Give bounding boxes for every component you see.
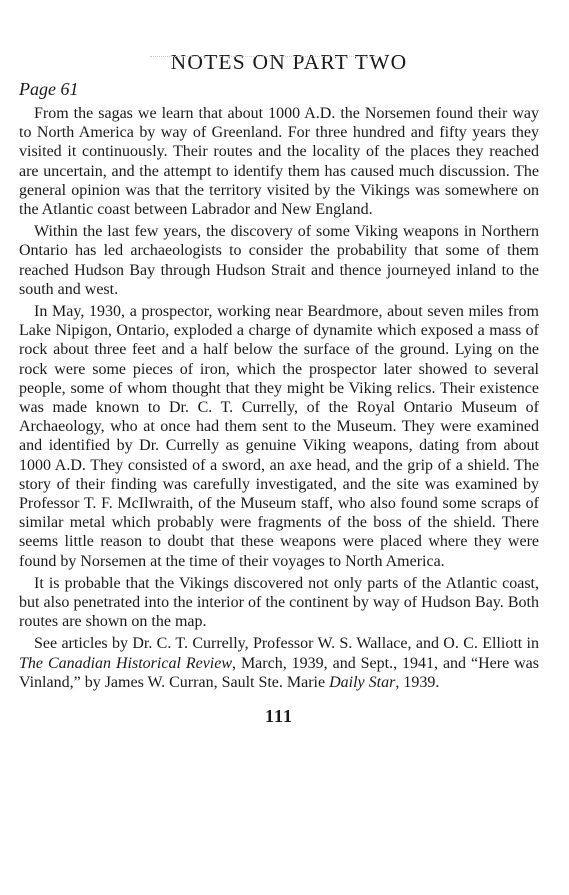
paragraph-norsemen: From the sagas we learn that about 1000 A.D. the Norsemen found their way to North America by way of Greenland. For three hundred and fifty years they visited it continuously. Their routes and the locality of the places they reached are uncertain, and the attempt to identify them has caused much discussion. The general opinion was that the territory visited by the Vikings was somewhere on the Atlantic coast between Labrador and New England.: [19, 105, 539, 219]
page-number: 111: [264, 706, 293, 727]
paragraph-beardmore: In May, 1930, a prospector, working near Beardmore, about seven miles from Lake Nipigon, Ontario, exploded a charge of dynamite which exposed a mass of rock about three feet and a half below the surface of the ground. Lying on the rock were some pieces of iron, which the prospector later showed to several people, some of whom thought that they might be Viking relics. Their existence was made known to Dr. C. T. Currelly, of the Royal Ontario Museum of Archaeology, who at once had them sent to the Museum. They were examined and identified by Dr. Currelly as genuine Viking weapons, dating from about 1000 A.D. They consisted of a sword, an axe head, and the grip of a shield. The story of their finding was carefully investigated, and the site was examined by Professor T. F. McIlwraith, of the Museum staff, who also found some scraps of similar metal which probably were fragments of the boss of the shield. There seems little reason to doubt that these weapons were placed where they were found by Norsemen at the time of their voyages to North America.: [19, 303, 539, 570]
journal-title: The Canadian Historical Review: [19, 654, 233, 672]
references-end: , 1939.: [395, 673, 440, 691]
newspaper-title: Daily Star: [329, 673, 396, 691]
top-edge-divider: [150, 50, 380, 57]
paragraph-routes: It is probable that the Vikings discovered not only parts of the Atlantic coast, but also penetrated into the interior of the continent by way of Hudson Bay. Both routes are shown on the map.: [19, 574, 539, 631]
section-heading: NOTES ON PART TWO: [170, 50, 408, 74]
references-intro: See articles by Dr. C. T. Currelly, Professor W. S. Wallace, and O. C. Elliott in: [34, 635, 539, 653]
paragraph-discovery: Within the last few years, the discovery of some Viking weapons in Northern Ontario has led archaeologists to consider the probability that some of them reached Hudson Bay through Hudson Strait and thence journeyed inland to the south and west.: [19, 223, 539, 298]
page-reference: Page 61: [19, 79, 79, 99]
references-middle: , March, 1939, and Sept., 1941, and “Here was Vinland,” by James W. Curran, Sault Ste. Marie: [19, 654, 539, 691]
paragraph-references: [19, 634, 539, 692]
book-page: [0, 50, 569, 895]
